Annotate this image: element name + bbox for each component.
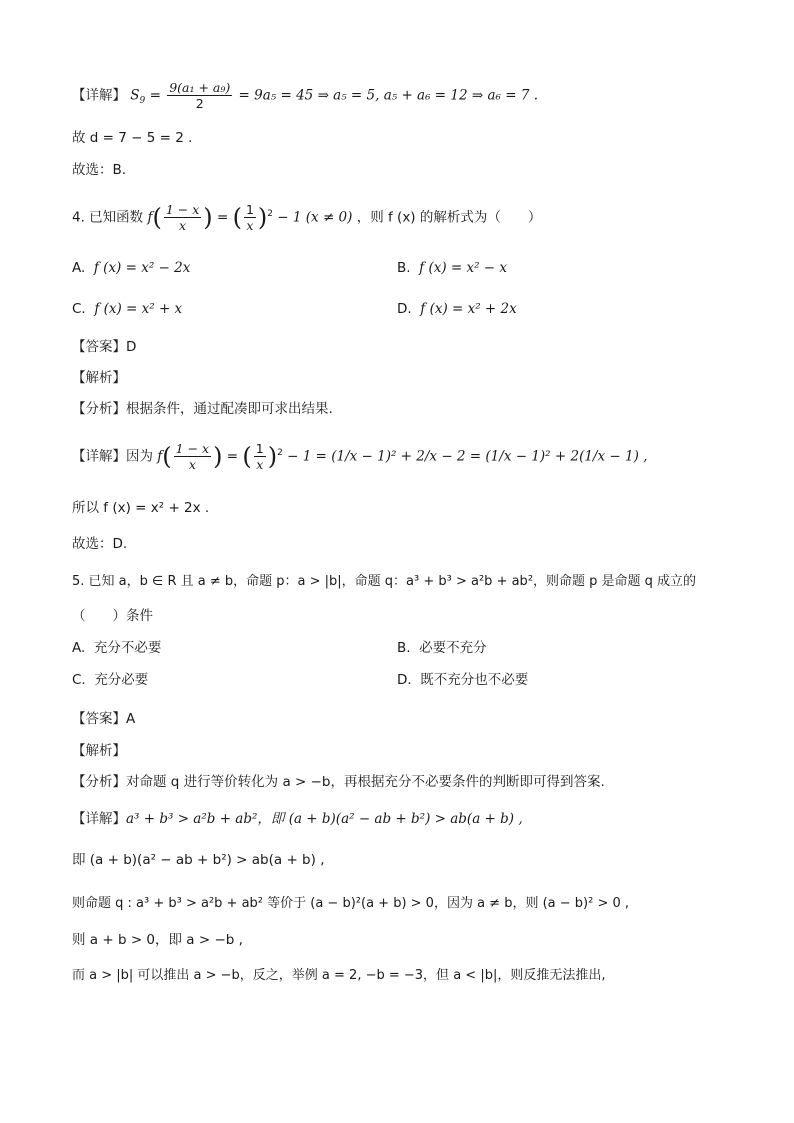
q4-option-d[interactable]: D. f (x) = x² + 2x (397, 301, 517, 317)
d-line: 故 d = 7 − 5 = 2 . (72, 130, 193, 146)
q5-analysis-heading: 【解析】 (72, 743, 126, 759)
q4-detail: 【详解】因为 f( $\frac{1 - x}{x}$ ) = ( $\frac{1}{x}$ )$^2$ − 1 = (1/x − 1)² + 2/x − 2 = (1/x − 1)² + 2(1/x − 1) , (72, 441, 648, 472)
q4-fenxi: 【分析】根据条件，通过配凑即可求出结果. (72, 401, 333, 417)
q5-option-b[interactable]: B. 必要不充分 (397, 640, 487, 656)
choose-line: 故选：B. (72, 162, 127, 178)
q5-answer: 【答案】A (72, 711, 136, 727)
q4-option-a[interactable]: A. f (x) = x² − 2x (72, 260, 191, 276)
q4-option-b[interactable]: B. f (x) = x² − x (397, 260, 508, 276)
detail-label: 【详解】 (72, 87, 126, 104)
q5-detail-1: 【详解】a³ + b³ > a²b + ab²，即 (a + b)(a² − ab + b²) > ab(a + b) , (72, 811, 523, 827)
q5-fenxi: 【分析】对命题 q 进行等价转化为 a > −b，再根据充分不必要条件的判断即可得到答案. (72, 774, 605, 790)
q5-detail-3: 则命题 q : a³ + b³ > a²b + ab² 等价于 (a − b)²(a + b) > 0，因为 a ≠ b，则 (a − b)² > 0 , (72, 896, 630, 911)
q4-result: 所以 f (x) = x² + 2x . (72, 500, 210, 516)
fraction: $\frac{\text{9(a₁ + a₉)}}{2}$ (169, 80, 231, 111)
q5-stem: 5. 已知 a，b ∈ R 且 a ≠ b，命题 p：a > |b|，命题 q：a³ + b³ > a²b + ab²，则命题 p 是命题 q 成立的 (72, 574, 697, 589)
q5-stem-cont: （ ）条件 (72, 608, 153, 624)
q4-answer: 【答案】D (72, 339, 137, 355)
q4-analysis-heading: 【解析】 (72, 370, 126, 386)
q4-choose: 故选：D. (72, 536, 128, 552)
q4-option-c[interactable]: C. f (x) = x² + x (72, 301, 183, 317)
q5-detail-4: 则 a + b > 0，即 a > −b , (72, 932, 243, 948)
q5-option-c[interactable]: C. 充分必要 (72, 672, 149, 688)
q5-option-d[interactable]: D. 既不充分也不必要 (397, 672, 529, 688)
detail-line-s9: 【详解】 $S_9$ = $\frac{\text{9(a₁ + a₉)}}{2}$ = 9a₅ = 45 ⇒ a₅ = 5, a₅ + a₆ = 12 ⇒ a₆ = 7 . (72, 80, 538, 111)
q4-stem: 4. 已知函数 f( $\frac{1 - x}{x}$ ) = ( $\frac{1}{x}$ )$^2$ − 1 (x ≠ 0) ，则 f (x) 的解析式为（ ） (72, 202, 542, 233)
q5-detail-5: 而 a > |b| 可以推出 a > −b，反之，举例 a = 2, −b = −3，但 a < |b|，则反推无法推出, (72, 968, 606, 983)
q5-option-a[interactable]: A. 充分不必要 (72, 640, 162, 656)
q5-detail-2: 即 (a + b)(a² − ab + b²) > ab(a + b) , (72, 852, 325, 868)
